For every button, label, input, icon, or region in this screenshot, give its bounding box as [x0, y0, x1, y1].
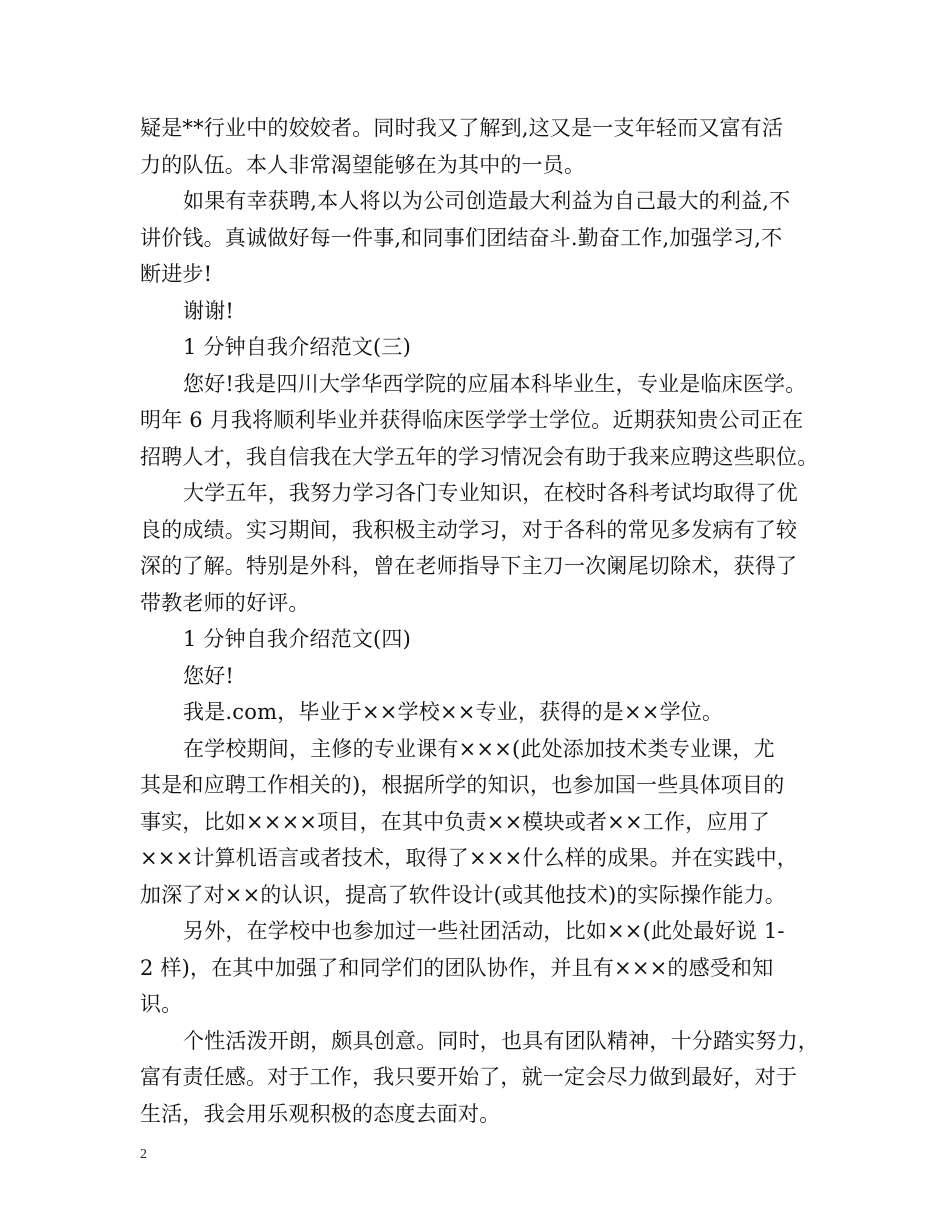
- text-line: 识。: [140, 992, 183, 1016]
- text-line: 生活，我会用乐观积极的态度去面对。: [140, 1101, 501, 1126]
- paragraph: [140, 329, 820, 366]
- text-line: 1 分钟自我介绍范文(三): [183, 335, 412, 359]
- page-number: 2: [140, 1147, 147, 1162]
- paragraph: [140, 621, 820, 658]
- text-line: 1 分钟自我介绍范文(四): [183, 627, 412, 651]
- paragraph: [140, 293, 820, 330]
- text-line: 谢谢!: [183, 298, 235, 323]
- text-line: 断进步!: [140, 262, 213, 286]
- text-line: 2 样)，在其中加强了和同学们的团队协作，并且有×××的感受和知: [140, 955, 774, 980]
- text-line: 富有责任感。对于工作，我只要开始了，就一定会尽力做到最好，对于: [140, 1065, 798, 1089]
- text-line: 我是.com，毕业于××学校××专业，获得的是××学位。: [183, 700, 724, 724]
- text-line: 力的队伍。本人非常渴望能够在为其中的一员。: [140, 152, 586, 177]
- text-line: 良的成绩。实习期间，我积极主动学习，对于各科的常见多发病有了较: [140, 517, 798, 542]
- text-line: 疑是**行业中的姣姣者。同时我又了解到,这又是一支年轻而又富有活: [140, 116, 784, 140]
- paragraph: [140, 110, 820, 183]
- paragraph: [140, 658, 820, 695]
- text-line: ×××计算机语言或者技术，取得了×××什么样的成果。并在实践中，: [140, 846, 798, 870]
- text-line: 另外，在学校中也参加过一些社团活动，比如××(此处最好说 1-: [183, 919, 785, 943]
- paragraph: [140, 475, 820, 621]
- text-line: 大学五年，我努力学习各门专业知识，在校时各科考试均取得了优: [183, 481, 798, 505]
- text-line: 讲价钱。真诚做好每一件事,和同事们团结奋斗.勤奋工作,加强学习,不: [140, 225, 783, 250]
- text-line: 如果有幸获聘,本人将以为公司创造最大利益为自己最大的利益,不: [183, 189, 791, 213]
- text-line: 在学校期间，主修的专业课有×××(此处添加技术类专业课，尤: [183, 736, 775, 761]
- text-line: 带教老师的好评。: [140, 590, 310, 615]
- text-line: 加深了对××的认识，提高了软件设计(或其他技术)的实际操作能力。: [140, 882, 786, 907]
- paragraph: [140, 731, 820, 914]
- paragraph: [140, 183, 820, 293]
- document-body: [140, 110, 820, 1132]
- text-line: 明年 6 月我将顺利毕业并获得临床医学学士学位。近期获知贵公司正在: [140, 408, 804, 432]
- text-line: 招聘人才，我自信我在大学五年的学习情况会有助于我来应聘这些职位。: [140, 444, 819, 469]
- text-line: 您好!我是四川大学华西学院的应届本科毕业生，专业是临床医学。: [183, 371, 807, 396]
- paragraph: [140, 1023, 820, 1133]
- text-line: 事实，比如××××项目，在其中负责××模块或者××工作，应用了: [140, 809, 770, 834]
- paragraph: [140, 913, 820, 1023]
- paragraph: [140, 694, 820, 731]
- text-line: 其是和应聘工作相关的)，根据所学的知识，也参加国一些具体项目的: [140, 773, 785, 797]
- text-line: 您好!: [183, 663, 235, 688]
- text-line: 个性活泼开朗，颇具创意。同时，也具有团队精神，十分踏实努力，: [183, 1028, 819, 1053]
- text-line: 深的了解。特别是外科，曾在老师指导下主刀一次阑尾切除术，获得了: [140, 554, 798, 578]
- paragraph: [140, 366, 820, 476]
